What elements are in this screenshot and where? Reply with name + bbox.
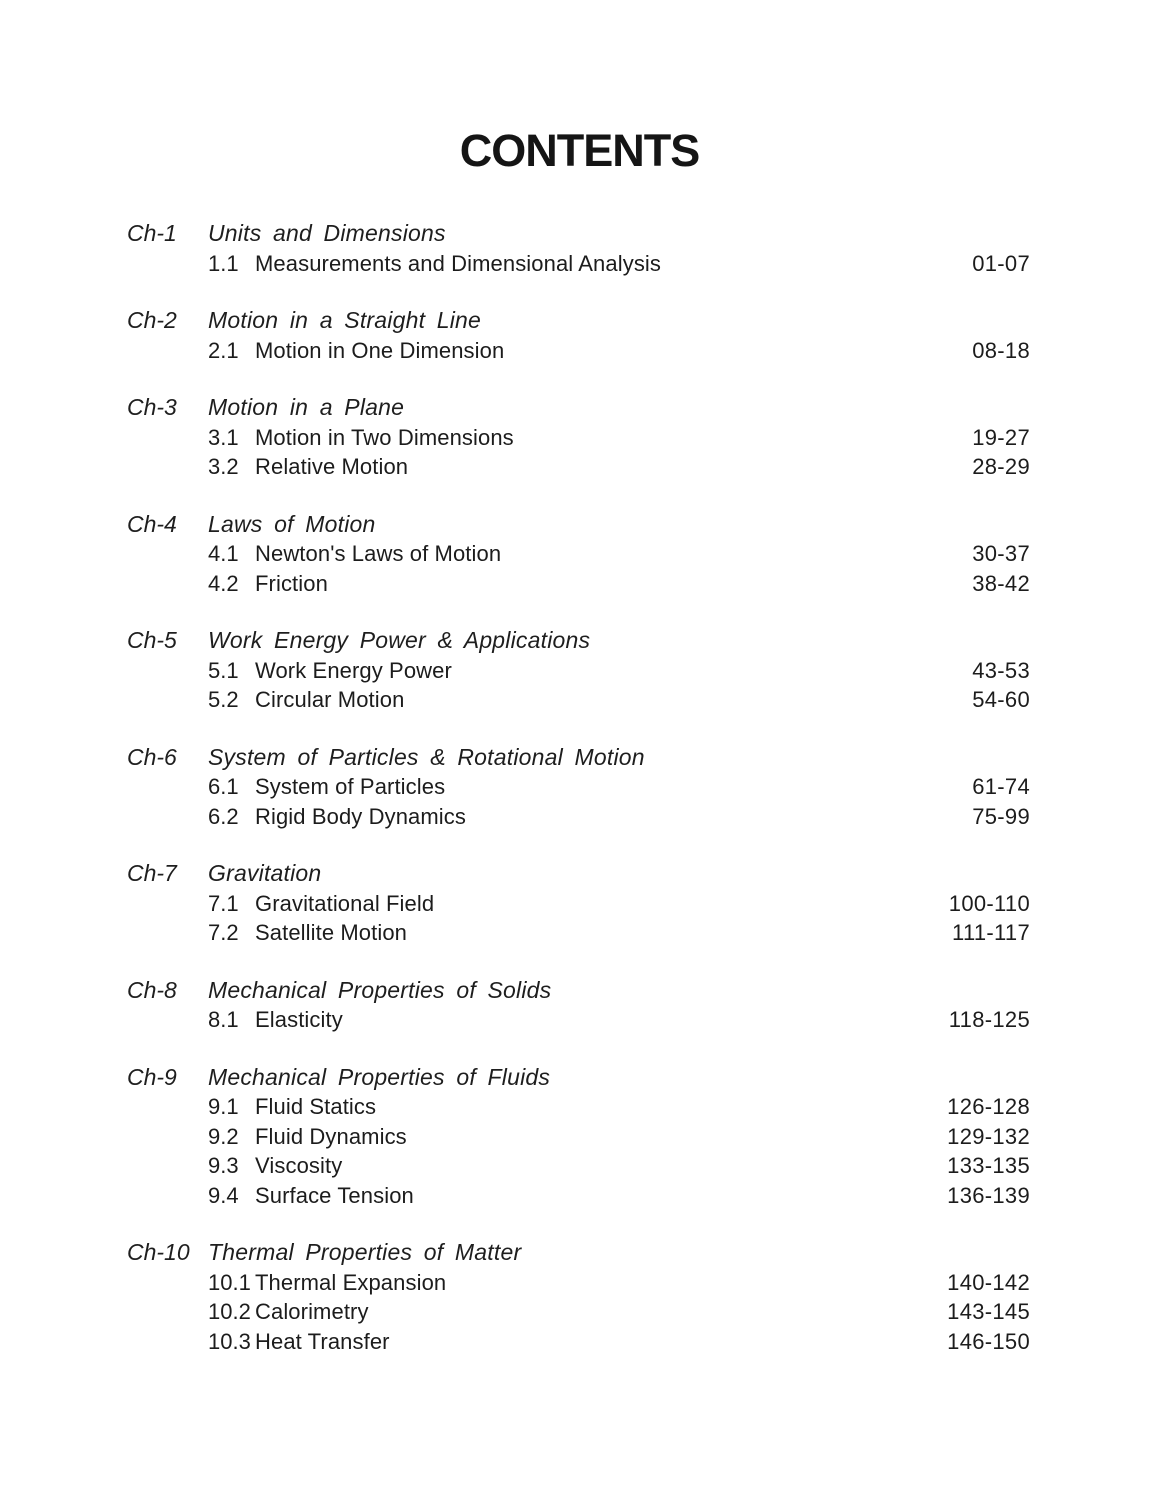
chapter-heading-row	[127, 510, 1030, 540]
page-range: 111-117	[952, 920, 1030, 945]
chapter-block	[127, 393, 1030, 482]
table-of-contents	[127, 219, 1030, 1356]
chapter-block	[127, 510, 1030, 599]
section-number: 8.1	[208, 1007, 239, 1032]
section-title: Elasticity	[255, 1007, 343, 1032]
chapter-sections	[127, 249, 1030, 279]
toc-entry-row	[127, 1092, 1030, 1122]
chapter-title: Gravitation	[208, 860, 322, 886]
toc-entry-row	[127, 1151, 1030, 1181]
chapter-title: Thermal Properties of Matter	[208, 1239, 522, 1265]
chapter-heading-row	[127, 393, 1030, 423]
section-title: Fluid Statics	[255, 1094, 377, 1119]
chapter-heading-row	[127, 1063, 1030, 1093]
chapter-sections	[127, 656, 1030, 715]
page-range: 30-37	[972, 541, 1030, 566]
toc-entry-row	[127, 1005, 1030, 1035]
chapter-block	[127, 1063, 1030, 1211]
chapter-heading-row	[127, 859, 1030, 889]
chapter-title: Work Energy Power & Applications	[208, 627, 591, 653]
chapter-block	[127, 219, 1030, 278]
section-title: Motion in Two Dimensions	[255, 424, 514, 450]
page-range: 75-99	[972, 803, 1030, 829]
toc-entry-row	[127, 889, 1030, 919]
section-title: Circular Motion	[255, 687, 405, 712]
chapter-heading-row	[127, 1238, 1030, 1268]
chapter-label: Ch-5	[127, 627, 177, 653]
section-number: 4.1	[208, 541, 239, 566]
chapter-label: Ch-4	[127, 510, 177, 537]
toc-entry-row	[127, 336, 1030, 366]
section-title: Surface Tension	[255, 1182, 414, 1208]
chapter-label: Ch-7	[127, 860, 177, 886]
section-title: Heat Transfer	[255, 1328, 390, 1354]
section-title: Rigid Body Dynamics	[255, 803, 466, 829]
section-title: Thermal Expansion	[255, 1269, 447, 1295]
toc-entry-row	[127, 569, 1030, 599]
section-title: Motion in One Dimension	[255, 337, 505, 363]
toc-entry-row	[127, 685, 1030, 715]
chapter-heading-row	[127, 743, 1030, 773]
toc-entry-row	[127, 1122, 1030, 1152]
chapter-sections	[127, 1092, 1030, 1210]
toc-entry-row	[127, 802, 1030, 832]
section-number: 7.1	[208, 890, 239, 916]
toc-entry-row	[127, 452, 1030, 482]
section-title: Viscosity	[255, 1153, 343, 1178]
chapter-title: Laws of Motion	[208, 510, 376, 537]
section-number: 5.1	[208, 657, 239, 683]
section-title: Calorimetry	[255, 1299, 369, 1324]
page-range: 54-60	[972, 687, 1030, 712]
section-number: 6.2	[208, 803, 239, 829]
toc-entry-row	[127, 772, 1030, 802]
section-number: 6.1	[208, 774, 239, 799]
page-range: 126-128	[947, 1094, 1030, 1119]
section-title: Friction	[255, 570, 328, 596]
page-range: 43-53	[972, 657, 1030, 683]
chapter-title: Motion in a Straight Line	[208, 307, 482, 333]
page-range: 140-142	[947, 1269, 1030, 1295]
chapter-label: Ch-10	[127, 1239, 190, 1265]
chapter-sections	[127, 423, 1030, 482]
page-range: 28-29	[972, 454, 1030, 479]
chapter-title: Units and Dimensions	[208, 220, 446, 246]
chapter-block	[127, 859, 1030, 948]
section-number: 9.4	[208, 1182, 239, 1208]
section-number: 10.1	[208, 1269, 251, 1295]
chapter-block	[127, 743, 1030, 832]
toc-entry-row	[127, 539, 1030, 569]
section-title: Work Energy Power	[255, 657, 452, 683]
chapter-sections	[127, 1268, 1030, 1357]
chapter-label: Ch-9	[127, 1063, 177, 1090]
toc-entry-row	[127, 249, 1030, 279]
toc-entry-row	[127, 423, 1030, 453]
page-range: 01-07	[972, 250, 1030, 276]
chapter-title: System of Particles & Rotational Motion	[208, 743, 645, 770]
chapter-block	[127, 1238, 1030, 1356]
chapter-title: Mechanical Properties of Fluids	[208, 1063, 551, 1090]
chapter-heading-row	[127, 306, 1030, 336]
toc-entry-row	[127, 656, 1030, 686]
section-title: Newton's Laws of Motion	[255, 541, 502, 566]
chapter-title: Motion in a Plane	[208, 394, 405, 420]
section-title: Measurements and Dimensional Analysis	[255, 250, 662, 276]
section-title: Relative Motion	[255, 454, 409, 479]
chapter-sections	[127, 772, 1030, 831]
page-range: 61-74	[972, 774, 1030, 799]
toc-entry-row	[127, 1297, 1030, 1327]
section-title: Satellite Motion	[255, 920, 408, 945]
page-range: 08-18	[972, 337, 1030, 363]
chapter-heading-row	[127, 626, 1030, 656]
section-number: 10.3	[208, 1328, 251, 1354]
chapter-label: Ch-8	[127, 976, 177, 1003]
page-range: 19-27	[972, 424, 1030, 450]
chapter-block	[127, 976, 1030, 1035]
chapter-label: Ch-6	[127, 743, 177, 770]
page-range: 100-110	[948, 890, 1030, 916]
chapter-sections	[127, 336, 1030, 366]
section-number: 4.2	[208, 570, 239, 596]
toc-entry-row	[127, 918, 1030, 948]
page-range: 118-125	[948, 1007, 1030, 1032]
chapter-label: Ch-2	[127, 307, 177, 333]
section-number: 9.1	[208, 1094, 239, 1119]
section-number: 3.2	[208, 454, 239, 479]
section-number: 5.2	[208, 687, 239, 712]
page-range: 146-150	[947, 1328, 1030, 1354]
page-range: 129-132	[947, 1123, 1030, 1149]
section-number: 1.1	[208, 250, 239, 276]
section-number: 3.1	[208, 424, 239, 450]
page-range: 38-42	[972, 570, 1030, 596]
section-number: 9.2	[208, 1123, 239, 1149]
page-title: CONTENTS	[459, 125, 700, 176]
chapter-sections	[127, 539, 1030, 598]
toc-entry-row	[127, 1268, 1030, 1298]
chapter-heading-row	[127, 976, 1030, 1006]
chapter-heading-row	[127, 219, 1030, 249]
section-title: Fluid Dynamics	[255, 1123, 407, 1149]
section-title: System of Particles	[255, 774, 446, 799]
toc-entry-row	[127, 1327, 1030, 1357]
section-number: 7.2	[208, 920, 239, 945]
section-number: 9.3	[208, 1153, 239, 1178]
page-range: 136-139	[947, 1182, 1030, 1208]
section-number: 10.2	[208, 1299, 251, 1324]
chapter-title: Mechanical Properties of Solids	[208, 976, 552, 1003]
chapter-block	[127, 626, 1030, 715]
page-range: 143-145	[947, 1299, 1030, 1324]
chapter-label: Ch-1	[127, 220, 177, 246]
chapter-sections	[127, 889, 1030, 948]
toc-entry-row	[127, 1181, 1030, 1211]
chapter-sections	[127, 1005, 1030, 1035]
section-title: Gravitational Field	[255, 890, 435, 916]
chapter-label: Ch-3	[127, 394, 177, 420]
chapter-block	[127, 306, 1030, 365]
page-range: 133-135	[947, 1153, 1030, 1178]
section-number: 2.1	[208, 337, 239, 363]
